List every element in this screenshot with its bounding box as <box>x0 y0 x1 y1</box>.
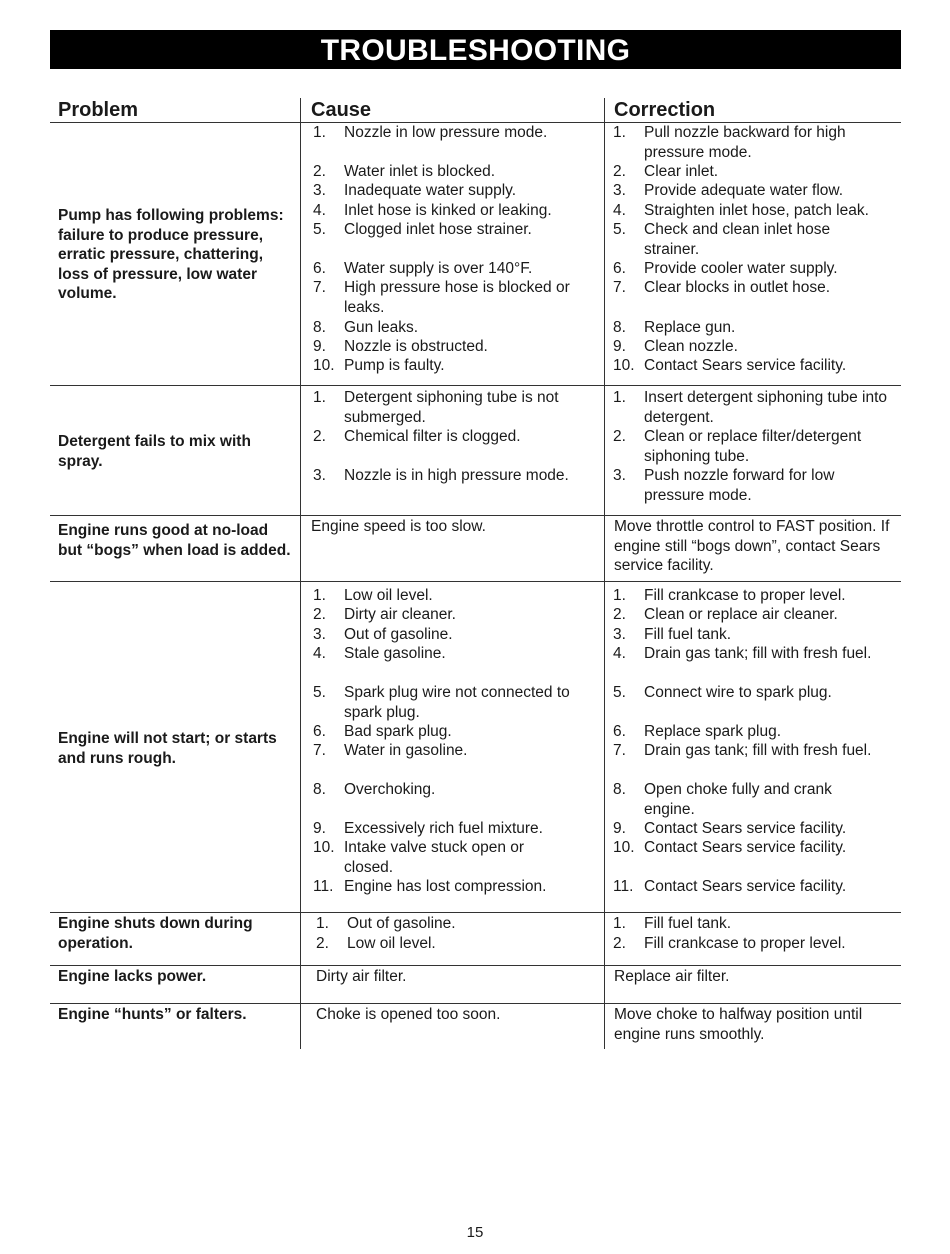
cause-item: 1. Out of gasoline. <box>316 915 456 932</box>
cause-item: 1. Nozzle in low pressure mode. <box>313 124 548 141</box>
correction-text: Replace air filter. <box>614 968 730 985</box>
cause-item: 1. Detergent siphoning tube is not submerged. <box>313 389 559 426</box>
cause-item: 10. Pump is faulty. <box>313 357 445 374</box>
correction-item: 4. Straighten inlet hose, patch leak. <box>613 202 869 219</box>
problem-text: Pump has following problems: failure to produce pressure, erratic pressure, chattering, loss of pressure, low water volume. <box>58 207 284 302</box>
correction-item: 9. Contact Sears service facility. <box>613 820 847 837</box>
correction-text: Move throttle control to FAST position. If engine still “bogs down”, contact Sears service facility. <box>614 518 890 574</box>
cause-item: 5. Spark plug wire not connected to spark plug. <box>313 684 570 721</box>
correction-item: 7. Clear blocks in outlet hose. <box>613 279 831 296</box>
correction-item: 4. Drain gas tank; fill with fresh fuel. <box>613 645 872 662</box>
cause-text: Engine speed is too slow. <box>311 518 486 535</box>
correction-item: 3. Fill fuel tank. <box>613 626 732 643</box>
correction-item: 1. Fill crankcase to proper level. <box>613 587 846 604</box>
problem-text: Engine runs good at no-load but “bogs” when load is added. <box>58 522 291 559</box>
correction-item: 10. Contact Sears service facility. <box>613 839 847 856</box>
cause-item: 11. Engine has lost compression. <box>313 878 547 895</box>
cause-item: 8. Overchoking. <box>313 781 436 798</box>
correction-text: Move choke to halfway position until engine runs smoothly. <box>614 1006 863 1043</box>
cause-item: 9. Excessively rich fuel mixture. <box>313 820 543 837</box>
correction-item: 9. Clean nozzle. <box>613 338 738 355</box>
column-divider <box>300 98 301 1049</box>
cause-item: 7. High pressure hose is blocked or leaks. <box>313 279 570 316</box>
correction-item: 7. Drain gas tank; fill with fresh fuel. <box>613 742 872 759</box>
cause-item: 3. Inadequate water supply. <box>313 182 517 199</box>
cause-item: 4. Stale gasoline. <box>313 645 446 662</box>
correction-item: 1. Fill fuel tank. <box>613 915 732 932</box>
correction-item: 11. Contact Sears service facility. <box>613 878 847 895</box>
correction-item: 5. Check and clean inlet hose strainer. <box>613 221 831 258</box>
cause-item: 2. Water inlet is blocked. <box>313 163 496 180</box>
correction-item: 2. Clean or replace air cleaner. <box>613 606 838 623</box>
correction-item: 5. Connect wire to spark plug. <box>613 684 832 701</box>
row-divider <box>50 515 901 516</box>
correction-item: 2. Clear inlet. <box>613 163 719 180</box>
problem-text: Engine will not start; or starts and runs rough. <box>58 730 277 767</box>
column-divider <box>604 98 605 1049</box>
cause-item: 6. Water supply is over 140°F. <box>313 260 533 277</box>
problem-text: Engine “hunts” or falters. <box>58 1006 247 1023</box>
cause-item: 6. Bad spark plug. <box>313 723 452 740</box>
page-number: 15 <box>466 1224 484 1241</box>
cause-item: 8. Gun leaks. <box>313 319 419 336</box>
cause-text: Dirty air filter. <box>316 968 407 985</box>
correction-item: 8. Open choke fully and crank engine. <box>613 781 832 818</box>
correction-item: 1. Insert detergent siphoning tube into detergent. <box>613 389 888 426</box>
problem-text: Engine lacks power. <box>58 968 207 985</box>
cause-text: Choke is opened too soon. <box>316 1006 501 1023</box>
correction-item: 8. Replace gun. <box>613 319 736 336</box>
correction-item: 10. Contact Sears service facility. <box>613 357 847 374</box>
cause-item: 1. Low oil level. <box>313 587 433 604</box>
row-divider <box>50 912 901 913</box>
correction-item: 3. Push nozzle forward for low pressure mode. <box>613 467 835 504</box>
correction-item: 2. Fill crankcase to proper level. <box>613 935 846 952</box>
problem-text: Detergent fails to mix with spray. <box>58 433 251 470</box>
cause-item: 4. Inlet hose is kinked or leaking. <box>313 202 552 219</box>
correction-item: 6. Replace spark plug. <box>613 723 781 740</box>
correction-item: 3. Provide adequate water flow. <box>613 182 844 199</box>
problem-text: Engine shuts down during operation. <box>58 915 253 952</box>
cause-item: 2. Chemical filter is clogged. <box>313 428 521 445</box>
correction-item: 2. Clean or replace filter/detergent siphoning tube. <box>613 428 862 465</box>
cause-item: 9. Nozzle is obstructed. <box>313 338 488 355</box>
page-title: TROUBLESHOOTING <box>50 30 901 69</box>
row-divider <box>50 581 901 582</box>
correction-item: 1. Pull nozzle backward for high pressure mode. <box>613 124 846 161</box>
cause-item: 10. Intake valve stuck open or closed. <box>313 839 525 876</box>
problem-column-header: Problem <box>58 99 139 121</box>
row-divider <box>50 1003 901 1004</box>
correction-item: 6. Provide cooler water supply. <box>613 260 838 277</box>
row-divider <box>50 385 901 386</box>
cause-item: 2. Dirty air cleaner. <box>313 606 456 623</box>
cause-item: 7. Water in gasoline. <box>313 742 468 759</box>
correction-column-header: Correction <box>614 99 716 121</box>
cause-item: 2. Low oil level. <box>316 935 436 952</box>
row-divider <box>50 965 901 966</box>
cause-item: 3. Nozzle is in high pressure mode. <box>313 467 569 484</box>
cause-item: 5. Clogged inlet hose strainer. <box>313 221 532 238</box>
cause-item: 3. Out of gasoline. <box>313 626 453 643</box>
cause-column-header: Cause <box>311 99 372 121</box>
